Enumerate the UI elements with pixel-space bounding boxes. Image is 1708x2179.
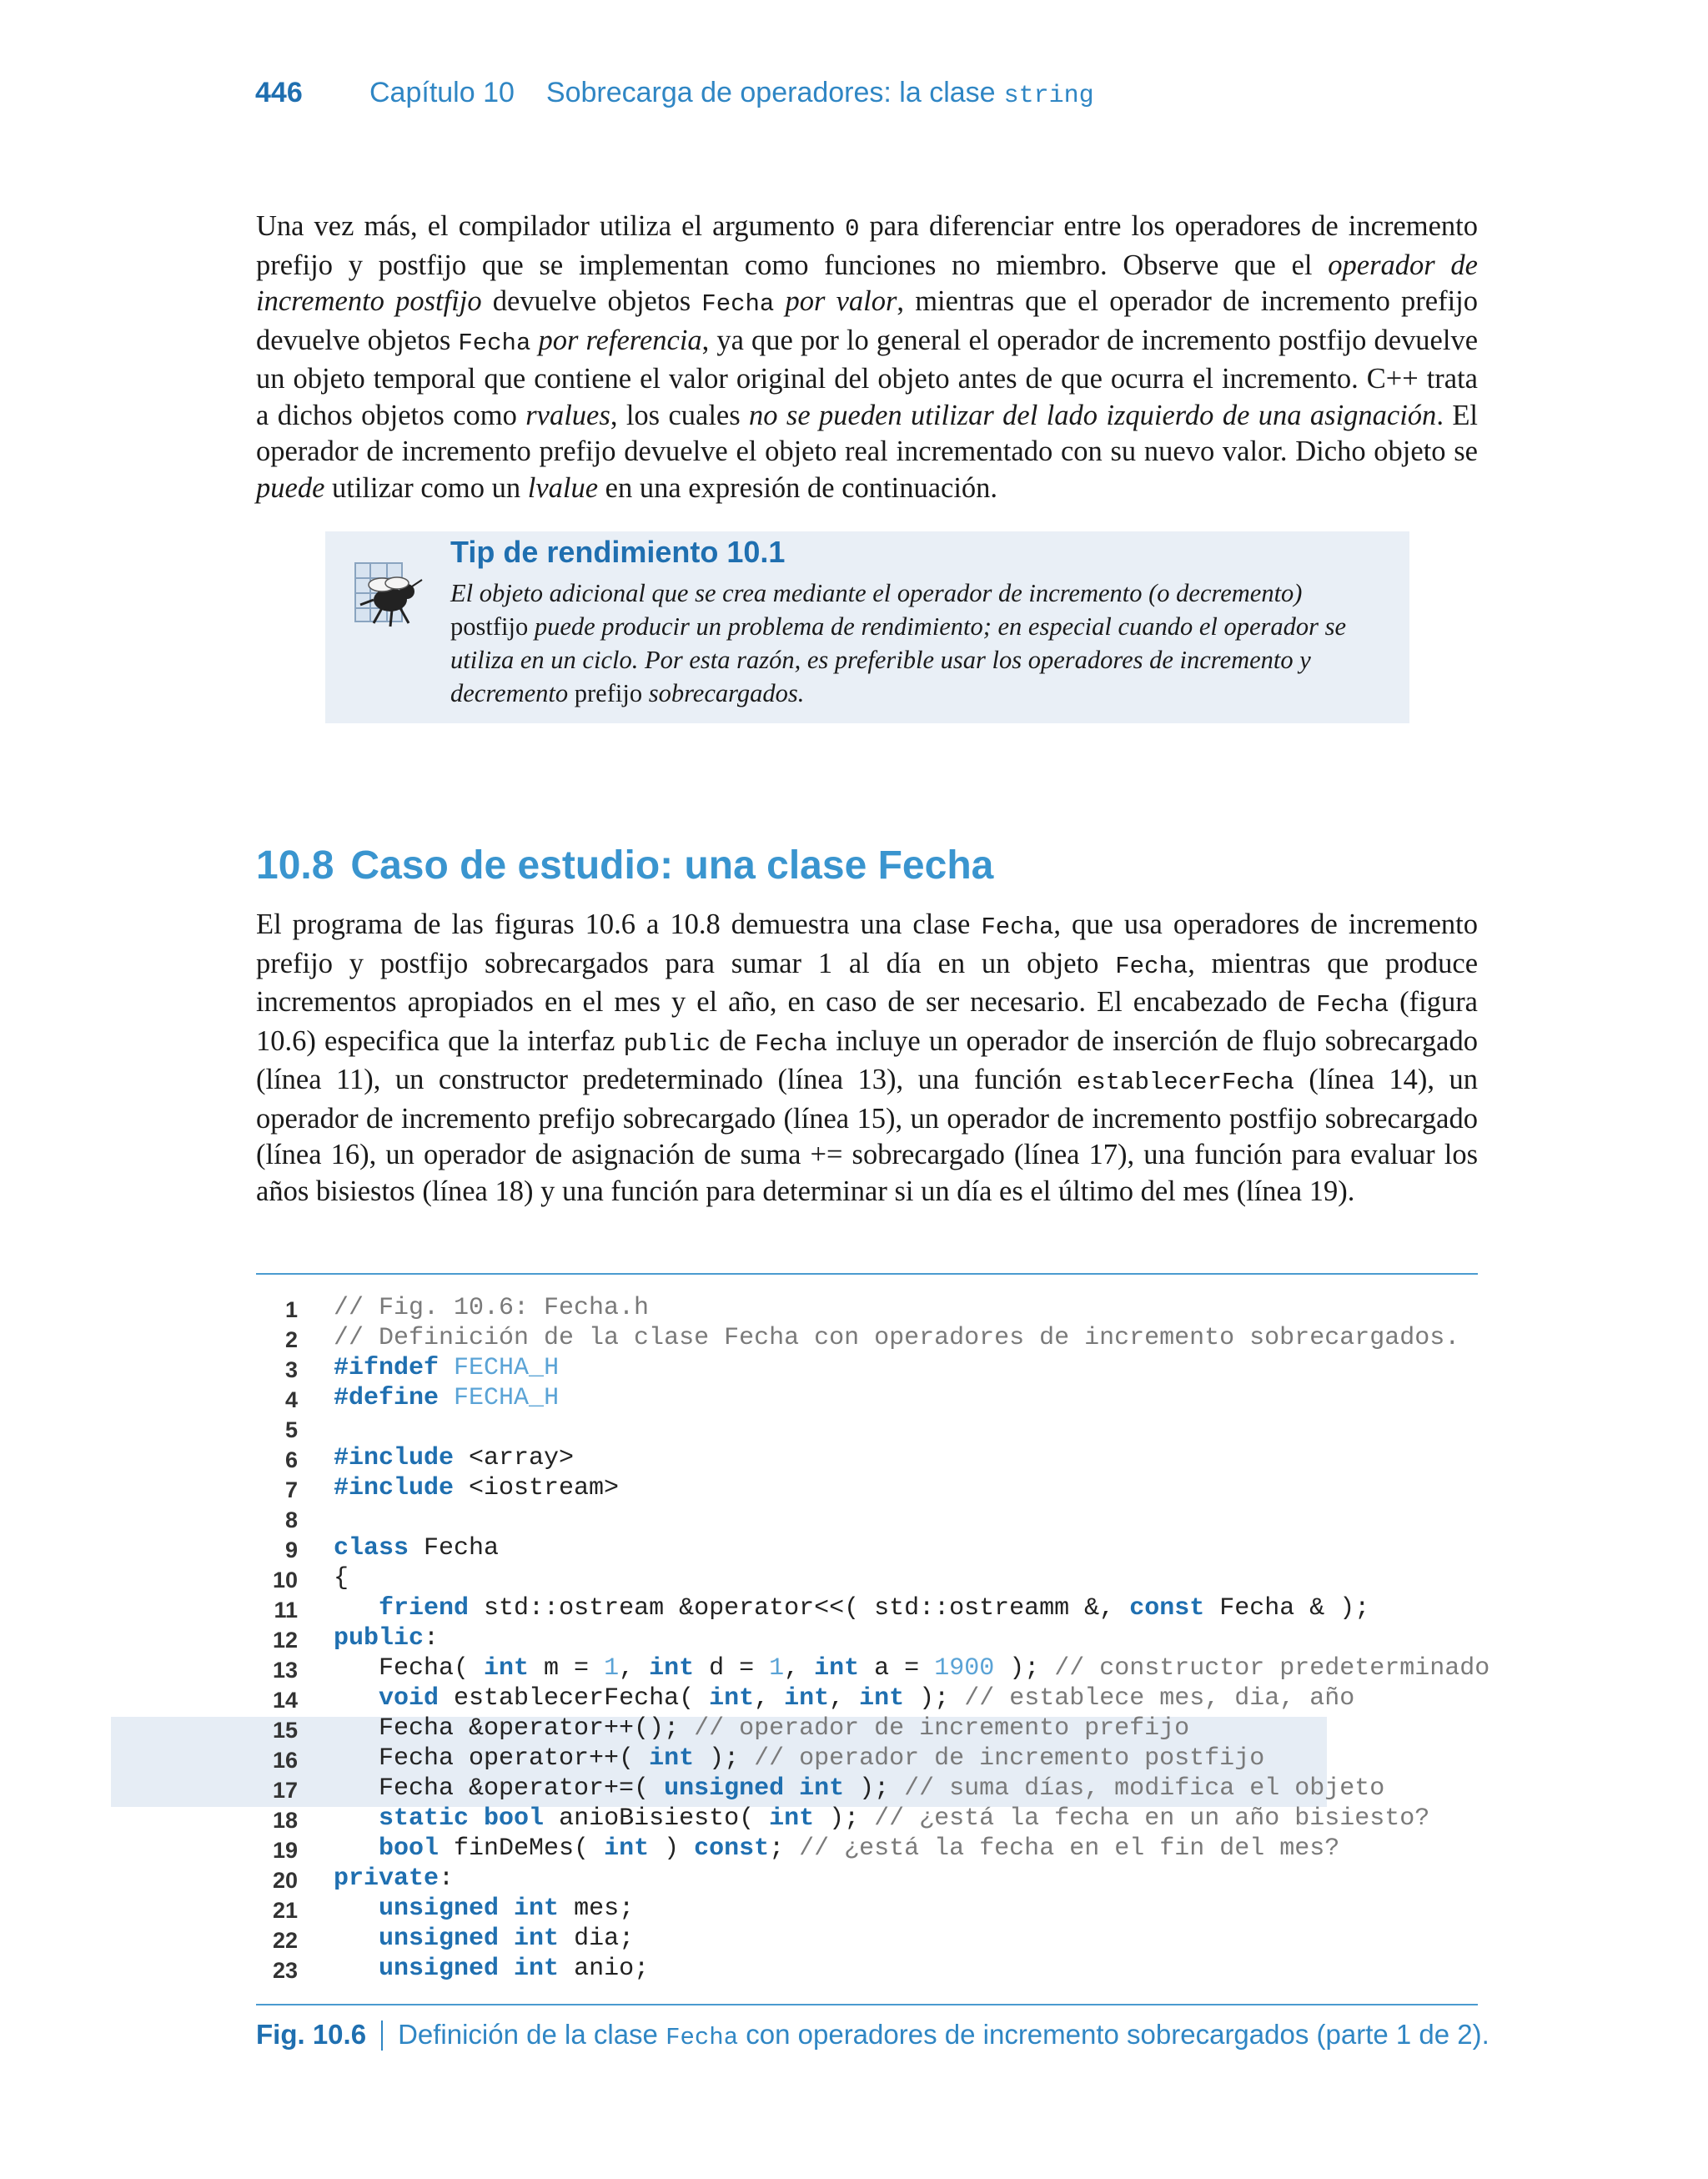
code-token: int bbox=[769, 1804, 815, 1833]
code-token: // establece mes, dia, año bbox=[964, 1684, 1355, 1713]
line-number: 22 bbox=[272, 1928, 298, 1953]
page-number: 446 bbox=[255, 77, 303, 108]
code-text bbox=[334, 1744, 1264, 1774]
code-text bbox=[334, 1924, 634, 1954]
code-text bbox=[334, 1563, 349, 1593]
code-token: , bbox=[829, 1684, 860, 1713]
code-line bbox=[256, 1443, 1478, 1473]
code-token: ); bbox=[814, 1804, 875, 1833]
code-token: 1900 bbox=[934, 1654, 995, 1683]
code-token: unsigned int bbox=[379, 1955, 560, 1983]
code-token: dia; bbox=[559, 1925, 635, 1953]
code-line bbox=[256, 1954, 1478, 1984]
code-token: Fecha &operator+=( bbox=[334, 1774, 665, 1803]
code-token: : bbox=[439, 1864, 455, 1893]
code-text bbox=[334, 1774, 1384, 1804]
code-token: { bbox=[334, 1564, 349, 1593]
code-token: // Fig. 10.6: Fecha.h bbox=[334, 1294, 650, 1322]
code-token: #include bbox=[334, 1474, 455, 1502]
code-text bbox=[334, 1593, 1369, 1623]
code-top-rule bbox=[256, 1273, 1478, 1275]
line-number: 19 bbox=[272, 1838, 298, 1863]
code-line bbox=[256, 1563, 1478, 1593]
chapter-label: Capítulo 10 bbox=[369, 77, 515, 108]
code-token: , bbox=[754, 1684, 785, 1713]
code-token: // ¿está la fecha en el fin del mes? bbox=[799, 1834, 1340, 1863]
code-token: d = bbox=[694, 1654, 770, 1683]
section-heading bbox=[256, 843, 993, 888]
code-text bbox=[334, 1834, 1339, 1864]
code-line bbox=[256, 1834, 1478, 1864]
code-token: class bbox=[334, 1534, 409, 1563]
code-token: // Definición de la clase Fecha con operadores de incremento sobrecargados. bbox=[334, 1324, 1460, 1352]
code-text bbox=[334, 1714, 1189, 1744]
code-token: // ¿está la fecha en un año bisiesto? bbox=[874, 1804, 1430, 1833]
code-token: private bbox=[334, 1864, 440, 1893]
code-token: unsigned int bbox=[664, 1774, 845, 1803]
code-token: unsigned int bbox=[379, 1895, 560, 1923]
code-line bbox=[256, 1533, 1478, 1563]
code-token bbox=[334, 1804, 379, 1833]
figure-caption bbox=[256, 2019, 1489, 2051]
code-token: friend bbox=[379, 1594, 470, 1623]
section-title-text: Caso de estudio: una clase bbox=[350, 843, 867, 888]
code-line bbox=[256, 1293, 1478, 1323]
code-token: ) bbox=[649, 1834, 695, 1863]
code-text bbox=[334, 1473, 619, 1503]
code-text bbox=[334, 1653, 1489, 1683]
code-text bbox=[334, 1383, 559, 1413]
line-number: 13 bbox=[272, 1658, 298, 1683]
code-token: #define bbox=[334, 1384, 440, 1412]
line-number: 11 bbox=[274, 1598, 298, 1623]
code-token: // constructor predeterminado bbox=[1054, 1654, 1490, 1683]
code-token: void bbox=[379, 1684, 440, 1713]
code-line bbox=[256, 1323, 1478, 1353]
code-token: const bbox=[694, 1834, 770, 1863]
line-number: 17 bbox=[272, 1778, 298, 1803]
code-token: 1 bbox=[769, 1654, 785, 1683]
code-line bbox=[256, 1894, 1478, 1924]
tip-title: Tip de rendimiento 10.1 bbox=[450, 535, 786, 569]
line-number: 6 bbox=[284, 1447, 298, 1472]
code-token: Fecha &operator++(); bbox=[334, 1714, 695, 1743]
code-line bbox=[256, 1804, 1478, 1834]
code-token: m = bbox=[529, 1654, 605, 1683]
code-token: Fecha( bbox=[334, 1654, 485, 1683]
line-number: 21 bbox=[272, 1898, 298, 1923]
code-token: #include bbox=[334, 1444, 455, 1472]
code-token: int bbox=[649, 1654, 695, 1683]
code-text bbox=[334, 1894, 634, 1924]
code-token: ); bbox=[994, 1654, 1055, 1683]
code-token: , bbox=[784, 1654, 815, 1683]
code-token: int bbox=[649, 1744, 695, 1773]
code-token: int bbox=[814, 1654, 860, 1683]
code-text bbox=[334, 1623, 439, 1653]
code-token: ; bbox=[769, 1834, 800, 1863]
code-line bbox=[256, 1774, 1478, 1804]
code-token: FECHA_H bbox=[454, 1354, 560, 1382]
code-token: establecerFecha( bbox=[439, 1684, 710, 1713]
code-token: // suma días, modifica el objeto bbox=[904, 1774, 1385, 1803]
line-number: 5 bbox=[284, 1417, 298, 1442]
code-line bbox=[256, 1744, 1478, 1774]
tip-body: El objeto adicional que se crea mediante el operador de incremento (o decremento) postfijo puede producir un problema de rendimiento; en especial cuando el operador se utiliza en un ciclo. Por esta razón, es preferible usar los operadores de incremento y decremento prefijo sobrecargados. bbox=[450, 579, 1347, 707]
code-token: ); bbox=[844, 1774, 905, 1803]
code-line bbox=[256, 1623, 1478, 1653]
code-token: unsigned int bbox=[379, 1925, 560, 1953]
code-line bbox=[256, 1653, 1490, 1683]
code-token bbox=[334, 1834, 379, 1863]
code-token bbox=[334, 1594, 379, 1623]
chapter-title: Sobrecarga de operadores: la clase string bbox=[545, 77, 1094, 110]
code-token: finDeMes( bbox=[439, 1834, 605, 1863]
line-number: 10 bbox=[272, 1568, 298, 1593]
code-line bbox=[256, 1864, 1478, 1894]
code-text bbox=[334, 1293, 649, 1323]
performance-bug-icon bbox=[349, 556, 429, 637]
code-text bbox=[334, 1804, 1429, 1834]
code-token bbox=[439, 1384, 454, 1412]
code-token: <array> bbox=[454, 1444, 575, 1472]
code-token: Fecha operator++( bbox=[334, 1744, 650, 1773]
code-token bbox=[334, 1684, 379, 1713]
code-token: int bbox=[784, 1684, 830, 1713]
code-token: #ifndef bbox=[334, 1354, 440, 1382]
line-number: 15 bbox=[272, 1718, 298, 1743]
code-token: int bbox=[484, 1654, 530, 1683]
body-paragraph: El programa de las figuras 10.6 a 10.8 demuestra una clase Fecha, que usa operadores de incremento prefijo y postfijo sobrecargados para sumar 1 al día en un objeto Fecha, mientras que produce incrementos apropiados en el mes y el año, en caso de ser necesario. El encabezado de Fecha (figura 10.6) especifica que la interfaz public de Fecha incluye un operador de inserción de flujo sobrecargado (línea 11), un constructor predeterminado (línea 13), una función establecerFecha (línea 14), un operador de incremento prefijo sobrecargado (línea 15), un operador de incremento postfijo sobrecargado (línea 16), un operador de asignación de suma += sobrecargado (línea 17), una función para evaluar los años bisiestos (línea 18) y una función para determinar si un día es el último del mes (línea 19). bbox=[256, 908, 1479, 1207]
code-token: , bbox=[619, 1654, 650, 1683]
code-token: 1 bbox=[604, 1654, 620, 1683]
code-token: <iostream> bbox=[454, 1474, 620, 1502]
code-token bbox=[439, 1354, 454, 1382]
code-token: mes; bbox=[559, 1895, 635, 1923]
code-text bbox=[334, 1443, 574, 1473]
running-header bbox=[255, 77, 1094, 122]
code-text bbox=[334, 1864, 454, 1894]
code-token: bool bbox=[379, 1834, 440, 1863]
code-token: FECHA_H bbox=[454, 1384, 560, 1412]
intro-paragraph: Una vez más, el compilador utiliza el argumento 0 para diferenciar entre los operadores de incremento prefijo y postfijo que se implementan como funciones no miembro. Observe que el operador de incremento postfijo devuelve objetos Fecha por valor, mientras que el operador de incremento prefijo devuelve objetos Fecha por referencia, ya que por lo general el operador de incremento postfijo devuelve un objeto temporal que contiene el valor original del objeto antes de que ocurra el incremento. C++ trata a dichos objetos como rvalues, los cuales no se pueden utilizar del lado izquierdo de una asignación. El operador de incremento prefijo devuelve el objeto real incrementado con su nuevo valor. Dicho objeto se puede utilizar como un lvalue en una expresión de continuación. bbox=[256, 210, 1479, 504]
code-line bbox=[256, 1473, 1478, 1503]
code-line bbox=[256, 1383, 1478, 1413]
code-token bbox=[334, 1955, 379, 1983]
caption-text: Definición de la clase Fecha con operadores de incremento sobrecargados (parte 1 de 2). bbox=[398, 2019, 1489, 2051]
code-token: ); bbox=[904, 1684, 965, 1713]
line-number: 12 bbox=[272, 1628, 298, 1653]
line-number: 14 bbox=[272, 1688, 298, 1713]
code-token: static bool bbox=[379, 1804, 545, 1833]
code-token: anio; bbox=[559, 1955, 650, 1983]
code-token: Fecha & ); bbox=[1204, 1594, 1370, 1623]
code-text bbox=[334, 1353, 559, 1383]
code-token: ); bbox=[694, 1744, 755, 1773]
code-token: // operador de incremento postfijo bbox=[754, 1744, 1265, 1773]
code-line bbox=[256, 1353, 1478, 1383]
code-token: anioBisiesto( bbox=[544, 1804, 770, 1833]
code-listing bbox=[256, 1293, 1490, 1984]
line-number: 16 bbox=[272, 1748, 298, 1773]
code-line bbox=[256, 1503, 1478, 1533]
code-token: int bbox=[709, 1684, 755, 1713]
line-number: 8 bbox=[284, 1507, 298, 1532]
figure-label: Fig. 10.6 bbox=[256, 2019, 367, 2050]
code-bottom-rule bbox=[256, 2004, 1478, 2005]
line-number: 18 bbox=[272, 1808, 298, 1833]
line-number: 1 bbox=[284, 1297, 298, 1322]
code-text bbox=[334, 1683, 1354, 1714]
section-title-emph: Fecha bbox=[877, 843, 994, 888]
code-token: int bbox=[604, 1834, 650, 1863]
caption-divider bbox=[381, 2020, 383, 2051]
code-line bbox=[256, 1714, 1478, 1744]
code-token: int bbox=[859, 1684, 905, 1713]
code-text bbox=[334, 1323, 1459, 1353]
line-number: 9 bbox=[284, 1537, 298, 1563]
code-token bbox=[334, 1925, 379, 1953]
code-token: Fecha bbox=[409, 1534, 500, 1563]
line-number: 20 bbox=[272, 1868, 298, 1893]
code-token: const bbox=[1129, 1594, 1205, 1623]
code-line bbox=[256, 1924, 1478, 1954]
line-number: 2 bbox=[284, 1327, 298, 1352]
code-line bbox=[256, 1593, 1478, 1623]
code-token: // operador de incremento prefijo bbox=[694, 1714, 1190, 1743]
code-line bbox=[256, 1413, 1478, 1443]
line-number: 4 bbox=[284, 1387, 298, 1412]
code-token: a = bbox=[859, 1654, 935, 1683]
code-text bbox=[334, 1533, 499, 1563]
performance-tip-box bbox=[325, 531, 1409, 723]
line-number: 7 bbox=[284, 1477, 298, 1502]
section-number: 10.8 bbox=[256, 843, 334, 888]
code-token: public bbox=[334, 1624, 424, 1653]
code-token: std::ostream &operator<<( std::ostreamm &, bbox=[469, 1594, 1130, 1623]
line-number: 23 bbox=[272, 1958, 298, 1983]
code-text bbox=[334, 1954, 649, 1984]
code-line bbox=[256, 1683, 1478, 1714]
line-number: 3 bbox=[284, 1357, 298, 1382]
code-token: : bbox=[424, 1624, 440, 1653]
code-token bbox=[334, 1895, 379, 1923]
